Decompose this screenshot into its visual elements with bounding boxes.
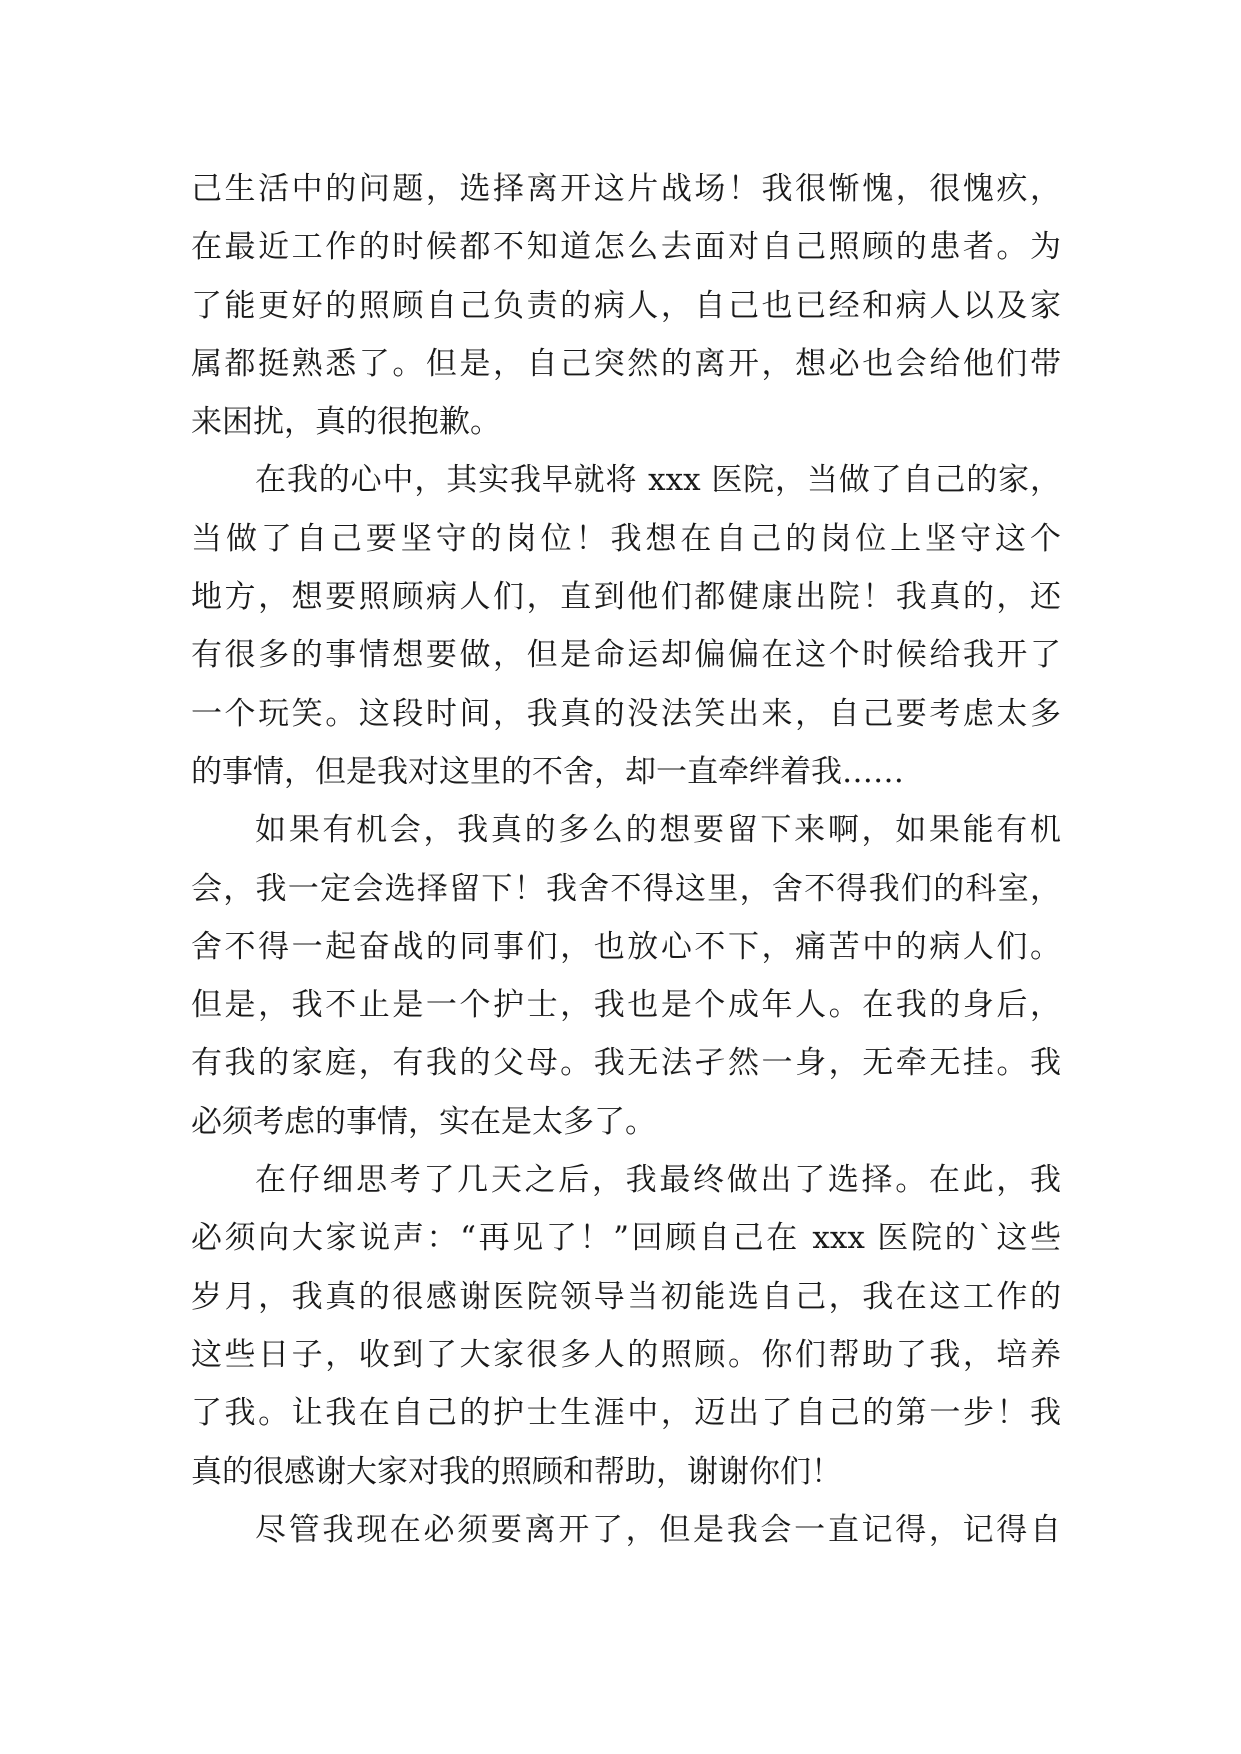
text-line: 在最近工作的时候都不知道怎么去面对自己照顾的患者。为: [191, 229, 1061, 266]
text-line: 有很多的事情想要做，但是命运却偏偏在这个时候给我开了: [191, 637, 1061, 674]
paragraph-first-line: 在仔细思考了几天之后，我最终做出了选择。在此，我: [255, 1162, 1061, 1199]
text-line: 了我。让我在自己的护士生涯中，迈出了自己的第一步！我: [191, 1395, 1061, 1432]
text-line: 但是，我不止是一个护士，我也是个成年人。在我的身后，: [191, 987, 1061, 1024]
text-line: 了能更好的照顾自己负责的病人，自己也已经和病人以及家: [191, 287, 1061, 324]
paragraph-first-line: 如果有机会，我真的多么的想要留下来啊，如果能有机: [255, 812, 1061, 849]
text-line: 的事情，但是我对这里的不舍，却一直牵绊着我……: [191, 753, 904, 790]
text-line: 地方，想要照顾病人们，直到他们都健康出院！我真的，还: [191, 579, 1061, 616]
text-line: 会，我一定会选择留下！我舍不得这里，舍不得我们的科室，: [191, 870, 1061, 907]
text-line: 当做了自己要坚守的岗位！我想在自己的岗位上坚守这个: [191, 520, 1061, 557]
text-line: 属都挺熟悉了。但是，自己突然的离开，想必也会给他们带: [191, 345, 1061, 382]
text-line: 这些日子，收到了大家很多人的照顾。你们帮助了我，培养: [191, 1336, 1061, 1373]
text-line: 真的很感谢大家对我的照顾和帮助，谢谢你们！: [191, 1453, 842, 1490]
text-line: 己生活中的问题，选择离开这片战场！我很惭愧，很愧疚，: [191, 171, 1061, 207]
text-line: 舍不得一起奋战的同事们，也放心不下，痛苦中的病人们。: [191, 928, 1061, 965]
text-line: 必须向大家说声：“再见了！”回顾自己在 xxx 医院的`这些: [191, 1220, 1061, 1257]
paragraph-first-line: 在我的心中，其实我早就将 xxx 医院，当做了自己的家，: [255, 462, 1061, 499]
text-line: 来困扰，真的很抱歉。: [191, 404, 501, 441]
text-line: 岁月，我真的很感谢医院领导当初能选自己，我在这工作的: [191, 1278, 1061, 1315]
text-line: 必须考虑的事情，实在是太多了。: [191, 1103, 656, 1140]
text-line: 一个玩笑。这段时间，我真的没法笑出来，自己要考虑太多: [191, 695, 1061, 732]
text-line: 有我的家庭，有我的父母。我无法孑然一身，无牵无挂。我: [191, 1045, 1061, 1082]
body-text: [191, 160, 1061, 1559]
paragraph-first-line: 尽管我现在必须要离开了，但是我会一直记得，记得自: [255, 1511, 1061, 1548]
